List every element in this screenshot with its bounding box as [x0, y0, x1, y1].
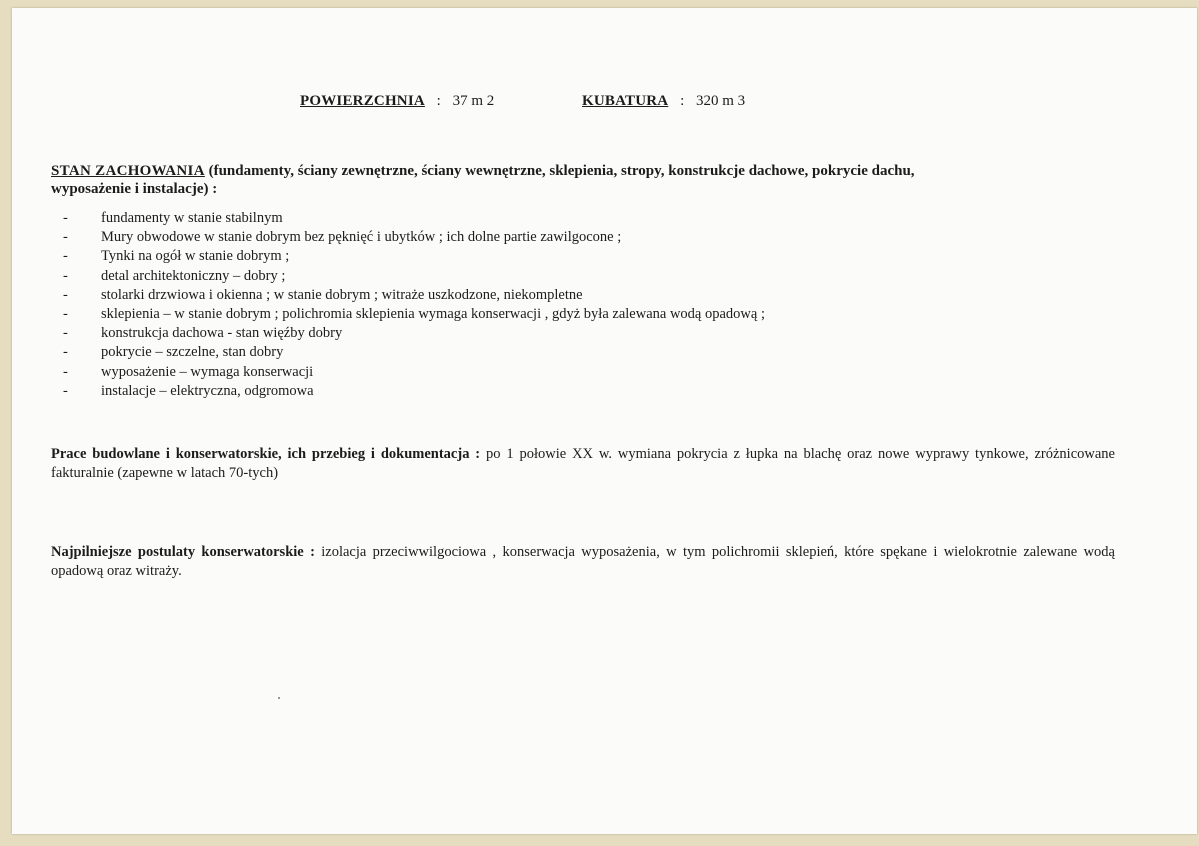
postulates-paragraph	[51, 543, 1115, 581]
works-text: po 1 połowie XX w. wymiana pokrycia z łupka na blachę oraz nowe wyprawy tynkowe, zróżnicowane fakturalnie (zapewne w latach 70-tych)	[51, 446, 1115, 481]
list-item-text: instalacje – elektryczna, odgromowa	[101, 382, 314, 399]
list-item-text: wyposażenie – wymaga konserwacji	[101, 363, 314, 380]
condition-heading-label: STAN ZACHOWANIA	[51, 163, 205, 179]
area-label: POWIERZCHNIA	[300, 93, 425, 109]
list-dash: -	[63, 267, 68, 284]
document-page	[12, 8, 1197, 834]
list-item-text: pokrycie – szczelne, stan dobry	[101, 344, 284, 361]
list-item-text: Mury obwodowe w stanie dobrym bez pęknięć i ubytków ; ich dolne partie zawilgocone ;	[101, 229, 622, 246]
list-dash: -	[63, 286, 68, 303]
list-dash: -	[63, 325, 68, 342]
list-item-text: konstrukcja dachowa - stan więźby dobry	[101, 325, 343, 342]
condition-heading-line2: wyposażenie i instalacje) :	[51, 181, 218, 197]
volume-value: 320 m 3	[696, 93, 746, 109]
scan-speck	[278, 697, 280, 699]
list-item-text: sklepienia – w stanie dobrym ; polichromia sklepienia wymaga konserwacji , gdyż była zalewana wodą opadową ;	[101, 305, 765, 322]
list-item-text: detal architektoniczny – dobry ;	[101, 267, 286, 284]
volume-label: KUBATURA	[582, 93, 669, 109]
list-dash: -	[63, 305, 68, 322]
list-item-text: stolarki drzwiowa i okienna ; w stanie dobrym ; witraże uszkodzone, niekompletne	[101, 286, 583, 303]
list-dash: -	[63, 344, 68, 361]
condition-heading-text: (fundamenty, ściany zewnętrzne, ściany wewnętrzne, sklepienia, stropy, konstrukcje dachowe, pokrycie dachu,	[204, 163, 915, 179]
list-dash: -	[63, 363, 68, 380]
list-item-text: fundamenty w stanie stabilnym	[101, 210, 283, 226]
volume-row	[582, 93, 745, 110]
list-dash: -	[63, 210, 68, 226]
list-dash: -	[63, 382, 68, 399]
condition-heading-line1	[51, 163, 915, 180]
list-dash: -	[63, 229, 68, 246]
area-value: 37 m 2	[452, 93, 495, 109]
area-row	[300, 93, 494, 110]
postulates-text: izolacja przeciwwilgociowa , konserwacja wyposażenia, w tym polichromii sklepień, które spękane i wielokrotnie zalewane wodą opadową oraz witraży.	[51, 544, 1115, 579]
list-dash: -	[63, 248, 68, 265]
postulates-label: Najpilniejsze postulaty konserwatorskie :	[51, 544, 315, 560]
list-item-text: Tynki na ogół w stanie dobrym ;	[101, 248, 290, 265]
works-label: Prace budowlane i konserwatorskie, ich przebieg i dokumentacja :	[51, 446, 481, 462]
works-paragraph	[51, 445, 1115, 483]
area-separator: :	[436, 93, 441, 109]
volume-separator: :	[680, 93, 685, 109]
